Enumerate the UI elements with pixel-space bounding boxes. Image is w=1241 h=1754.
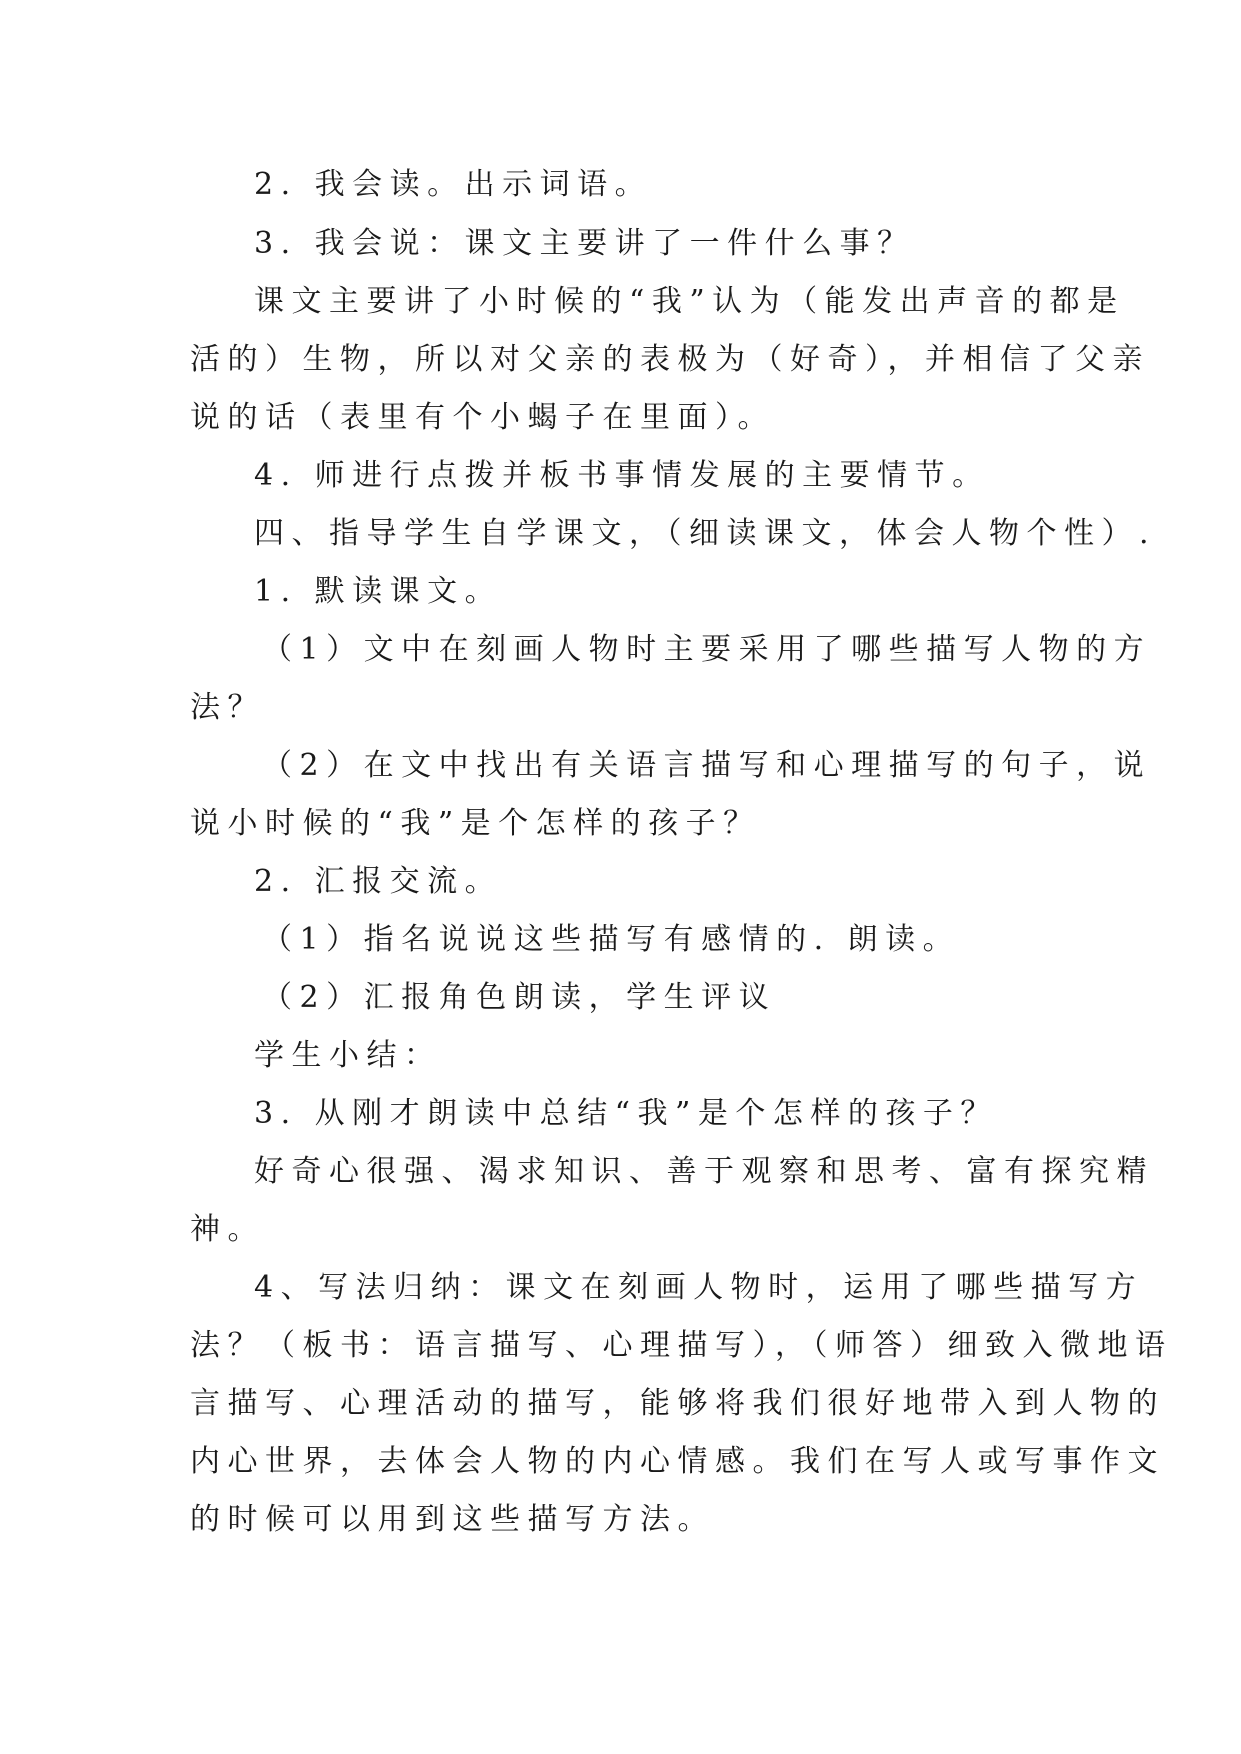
text-line: 法？	[190, 690, 265, 725]
text-line: 1. 默读课文。	[254, 574, 503, 609]
text-line: 内心世界，去体会人物的内心情感。我们在写人或写事作文	[190, 1444, 1165, 1479]
text-line: 2. 汇报交流。	[254, 864, 503, 899]
text-line: 课文主要讲了小时候的“我”认为（能发出声音的都是	[254, 284, 1125, 319]
text-line: （2）汇报角色朗读，学生评议	[262, 980, 777, 1015]
text-line: 2. 我会读。出示词语。	[254, 167, 653, 202]
text-line: 好奇心很强、渴求知识、善于观察和思考、富有探究精	[254, 1154, 1154, 1189]
text-line: 活的）生物，所以对父亲的表极为（好奇），并相信了父亲	[190, 342, 1150, 377]
text-line: （2）在文中找出有关语言描写和心理描写的句子，说	[262, 748, 1152, 783]
text-line: （1）指名说说这些描写有感情的. 朗读。	[262, 922, 961, 957]
text-line: 言描写、心理活动的描写，能够将我们很好地带入到人物的	[190, 1386, 1165, 1421]
text-line: （1）文中在刻画人物时主要采用了哪些描写人物的方	[262, 632, 1152, 667]
text-line: 法？（板书：语言描写、心理描写），（师答）细致入微地语	[190, 1328, 1173, 1363]
text-line: 3. 从刚才朗读中总结“我”是个怎样的孩子？	[254, 1096, 998, 1131]
text-line: 4、写法归纳：课文在刻画人物时，运用了哪些描写方	[254, 1270, 1144, 1305]
text-line: 说的话（表里有个小蝎子在里面）。	[190, 400, 775, 435]
text-line: 的时候可以用到这些描写方法。	[190, 1502, 715, 1537]
text-line: 3. 我会说：课文主要讲了一件什么事？	[254, 226, 915, 261]
text-line: 4. 师进行点拨并板书事情发展的主要情节。	[254, 458, 990, 493]
text-line: 说小时候的“我”是个怎样的孩子？	[190, 806, 761, 841]
text-line: 神。	[190, 1212, 265, 1247]
section-heading: 四、指导学生自学课文，（细读课文，体会人物个性）.	[254, 516, 1157, 551]
text-line: 学生小结：	[254, 1038, 442, 1073]
